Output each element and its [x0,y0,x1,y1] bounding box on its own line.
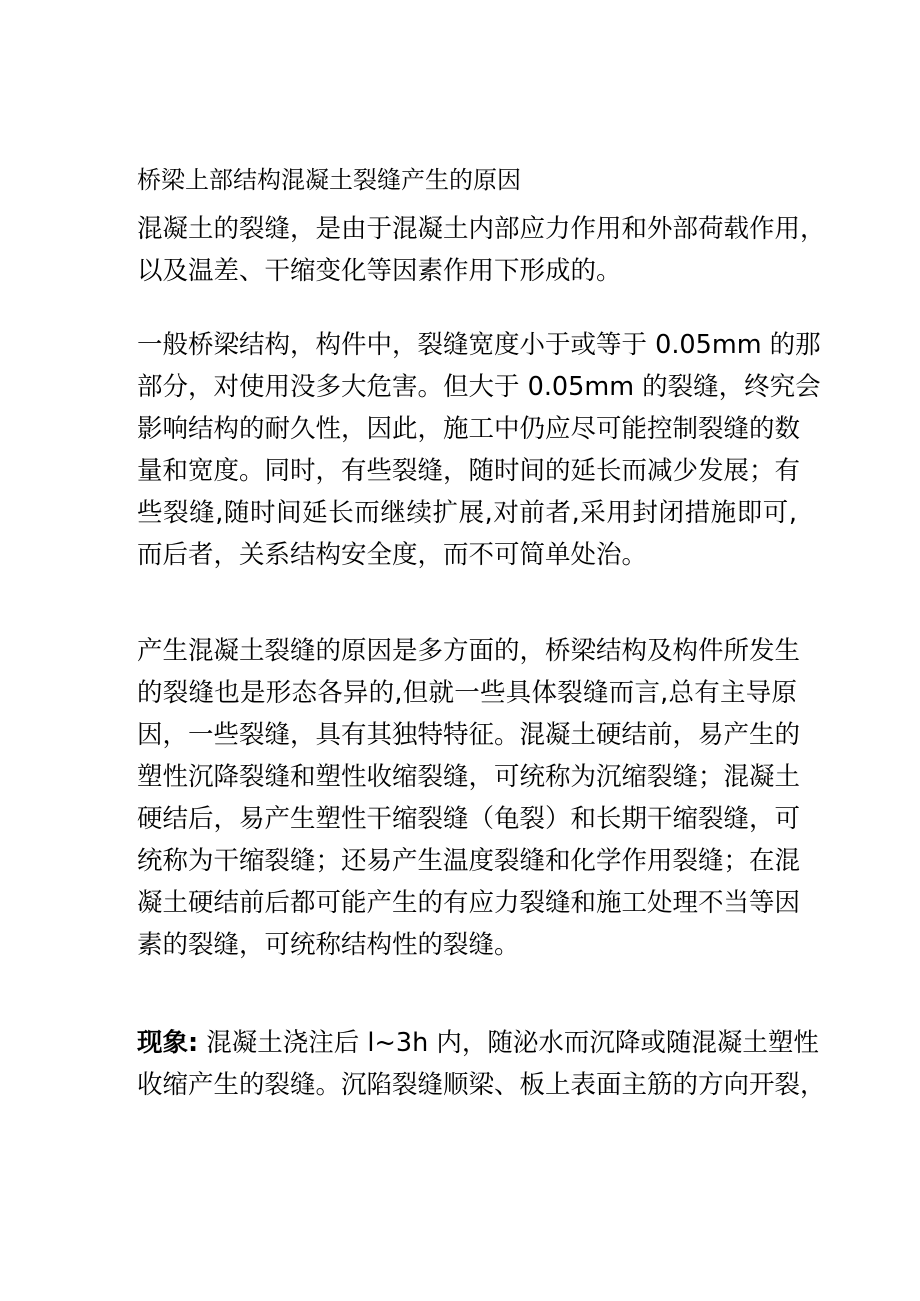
paragraph-line: 塑性沉降裂缝和塑性收缩裂缝，可统称为沉缩裂缝；混凝土 [137,762,801,792]
paragraph-line: 一般桥梁结构，构件中，裂缝宽度小于或等于 0.05mm 的那 [137,330,821,360]
paragraph-phenomenon [137,1022,826,1106]
phenomenon-label: 现象: [137,1028,199,1058]
paragraph-line: 部分，对使用没多大危害。但大于 0.05mm 的裂缝，终究会 [137,372,821,402]
paragraph-line: 量和宽度。同时，有些裂缝，随时间的延长而减少发展；有 [137,456,801,486]
paragraph-line: 素的裂缝，可统称结构性的裂缝。 [137,930,520,960]
paragraph-line: 而后者，关系结构安全度，而不可简单处治。 [137,540,648,570]
paragraph-line: 影响结构的耐久性，因此，施工中仍应尽可能控制裂缝的数 [137,414,801,444]
paragraph-line: 以及温差、干缩变化等因素作用下形成的。 [137,256,622,286]
paragraph-line: 产生混凝土裂缝的原因是多方面的，桥梁结构及构件所发生 [137,636,801,666]
paragraph-line [137,1022,819,1064]
paragraph-crack-causes [137,630,801,966]
paragraph-crack-width [137,324,821,576]
paragraph-line: 硬结后，易产生塑性干缩裂缝（龟裂）和长期干缩裂缝，可 [137,804,801,834]
paragraph-line: 收缩产生的裂缝。沉陷裂缝顺梁、板上表面主筋的方向开裂， [137,1070,826,1100]
paragraph-line: 凝土硬结前后都可能产生的有应力裂缝和施工处理不当等因 [137,888,801,918]
paragraph-line: 混凝土的裂缝，是由于混凝土内部应力作用和外部荷载作用， [137,214,826,244]
paragraph-crack-definition [137,208,826,292]
paragraph-line: 统称为干缩裂缝；还易产生温度裂缝和化学作用裂缝；在混 [137,846,801,876]
paragraph-line: 因，一些裂缝，具有其独特特征。混凝土硬结前，易产生的 [137,720,801,750]
paragraph-line: 的裂缝也是形态各异的,但就一些具体裂缝而言,总有主导原 [137,678,797,708]
document-title: 桥梁上部结构混凝土裂缝产生的原因 [137,166,521,194]
paragraph-line: 些裂缝,随时间延长而继续扩展,对前者,采用封闭措施即可, [137,498,797,528]
phenomenon-text: 混凝土浇注后 l~3h 内，随泌水而沉降或随混凝土塑性 [198,1028,819,1058]
